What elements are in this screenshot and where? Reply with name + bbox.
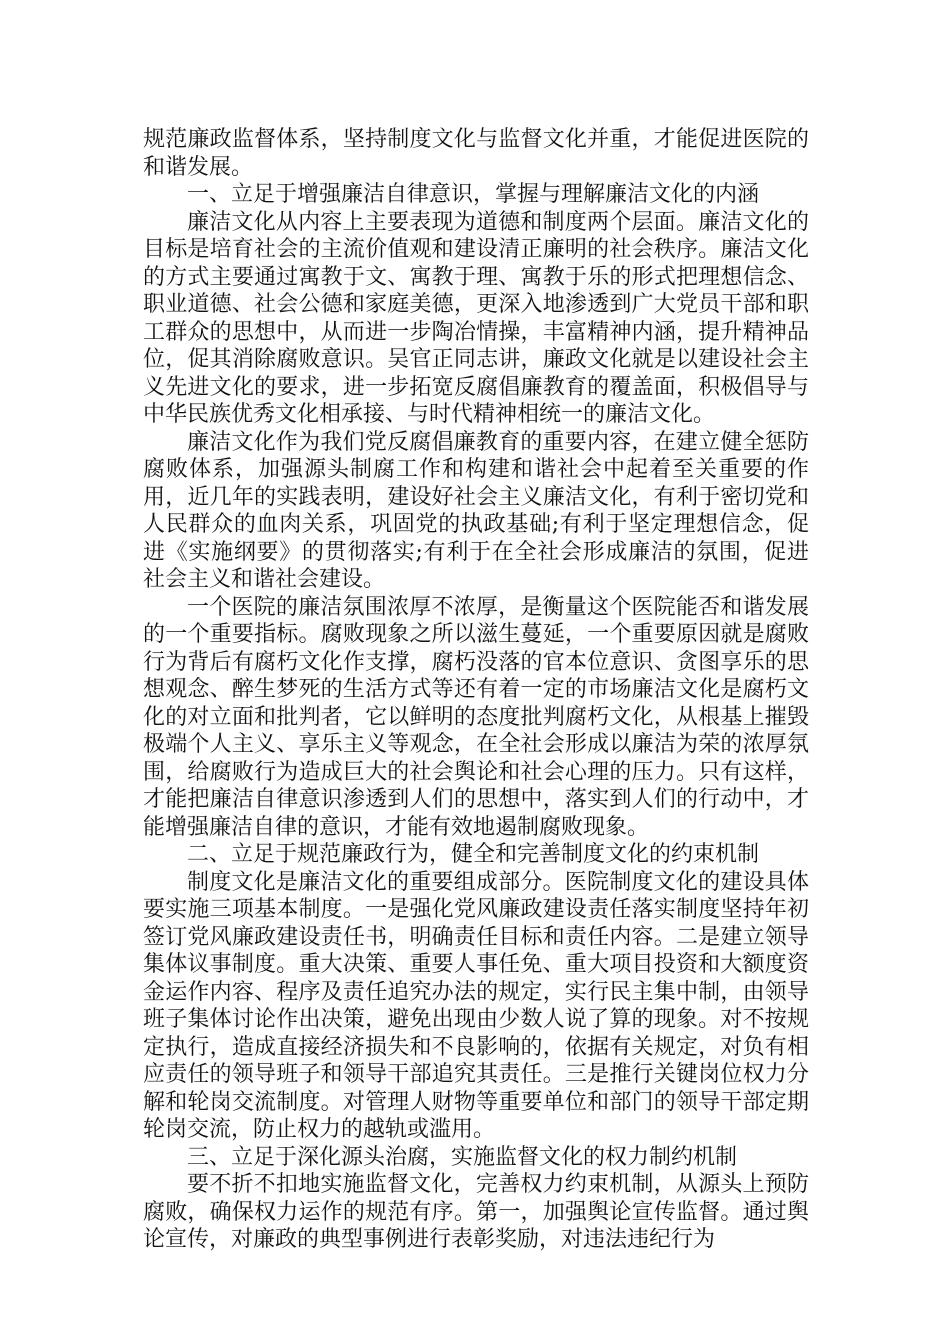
section-heading: 三、立足于深化源头治腐，实施监督文化的权力制约机制 bbox=[187, 1144, 738, 1170]
paragraph: 制度文化是廉洁文化的重要组成部分。医院制度文化的建设具体要实施三项基本制度。一是强化党风廉政建设责任落实制度坚持年初签订党风廉政建设责任书，明确责任目标和责任内容。二是建立领导集体议事制度。重大决策、重要人事任免、重大项目投资和大额度资金运作内容、程序及责任追究办法的规定，实行民主集中制，由领导班子集体讨论作出决策，避免出现由少数人说了算的现象。对不按规定执行，造成直接经济损失和不良影响的，依据有关规定，对负有相应责任的领导班子和领导干部追究其责任。三是推行关键岗位权力分解和轮岗交流制度。对管理人财物等重要单位和部门的领导干部定期轮岗交流，防止权力的越轨或滥用。 bbox=[143, 869, 809, 1142]
paragraph: 要不折不扣地实施监督文化，完善权力约束机制，从源头上预防腐败，确保权力运作的规范有序。第一，加强舆论宣传监督。通过舆论宣传，对廉政的典型事例进行表彰奖励，对违法违纪行为 bbox=[143, 1172, 809, 1252]
paragraph: 廉洁文化从内容上主要表现为道德和制度两个层面。廉洁文化的目标是培育社会的主流价值观和建设清正廉明的社会秩序。廉洁文化的方式主要通过寓教于文、寓教于理、寓教于乐的形式把理想信念、职业道德、社会公德和家庭美德，更深入地渗透到广大党员干部和职工群众的思想中，从而进一步陶冶情操，丰富精神内涵，提升精神品位，促其消除腐败意识。吴官正同志讲，廉政文化就是以建设社会主义先进文化的要求，进一步拓宽反腐倡廉教育的覆盖面，积极倡导与中华民族优秀文化相承接、与时代精神相统一的廉洁文化。 bbox=[143, 209, 809, 427]
section-heading: 一、立足于增强廉洁自律意识，掌握与理解廉洁文化的内涵 bbox=[187, 182, 760, 207]
paragraph: 一个医院的廉洁氛围浓厚不浓厚，是衡量这个医院能否和谐发展的一个重要指标。腐败现象之所以滋生蔓延，一个重要原因就是腐败行为背后有腐朽文化作支撑，腐朽没落的官本位意识、贪图享乐的思想观念、醉生梦死的生活方式等还有着一定的市场廉洁文化是腐朽文化的对立面和批判者，它以鲜明的态度批判腐朽文化，从根基上摧毁极端个人主义、享乐主义等观念，在全社会形成以廉洁为荣的浓厚氛围，给腐败行为造成巨大的社会舆论和社会心理的压力。只有这样，才能把廉洁自律意识渗透到人们的思想中，落实到人们的行动中，才能增强廉洁自律的意识，才能有效地遏制腐败现象。 bbox=[143, 594, 809, 840]
paragraph: 规范廉政监督体系，坚持制度文化与监督文化并重，才能促进医院的和谐发展。 bbox=[143, 127, 809, 180]
document-body bbox=[143, 126, 809, 1254]
section-heading: 二、立足于规范廉政行为，健全和完善制度文化的约束机制 bbox=[187, 842, 760, 867]
paragraph: 廉洁文化作为我们党反腐倡廉教育的重要内容，在建立健全惩防腐败体系，加强源头制腐工作和构建和谐社会中起着至关重要的作用，近几年的实践表明，建设好社会主义廉洁文化，有利于密切党和人民群众的血肉关系，巩固党的执政基础;有利于坚定理想信念，促进《实施纲要》的贯彻落实;有利于在全社会形成廉洁的氛围，促进社会主义和谐社会建设。 bbox=[143, 429, 809, 592]
